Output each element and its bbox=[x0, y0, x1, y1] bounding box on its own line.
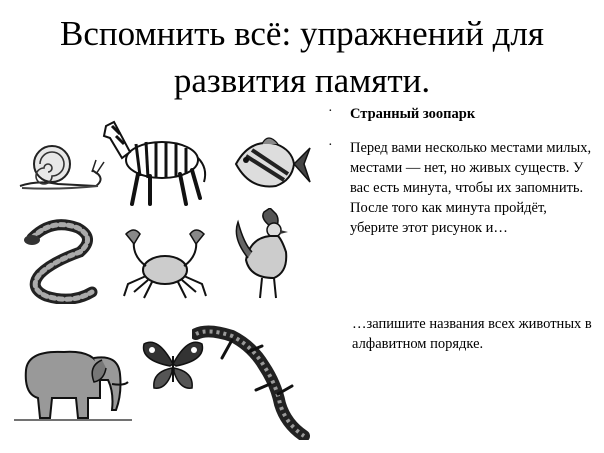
slide-title bbox=[0, 10, 604, 104]
bullet-marker: · bbox=[328, 104, 333, 119]
exercise-instructions: Перед вами несколько местами милых, местами — нет, но живых существ. У вас есть минута, чтобы их запомнить. После того как минута пройдёт, уберите этот рисунок и… bbox=[350, 140, 592, 236]
text-column bbox=[322, 104, 592, 252]
bullet-item bbox=[322, 138, 592, 238]
slide-title-line-2: развития памяти. bbox=[173, 61, 431, 100]
fish-icon bbox=[232, 130, 312, 200]
snake-icon bbox=[22, 218, 102, 304]
exercise-heading: Странный зоопарк bbox=[350, 106, 476, 122]
bullet-marker: · bbox=[328, 138, 333, 153]
slide-title-line-1: Вспомнить всё: упражнений для bbox=[60, 14, 544, 53]
rooster-icon bbox=[230, 208, 306, 302]
animal-illustrations bbox=[0, 100, 330, 450]
zebra-icon bbox=[100, 108, 212, 208]
crab-icon bbox=[120, 226, 210, 300]
elephant-icon bbox=[8, 340, 136, 422]
crocodile-icon bbox=[192, 324, 316, 440]
exercise-task: …запишите названия всех животных в алфавитном порядке. bbox=[352, 316, 592, 352]
bullet-item bbox=[322, 104, 592, 124]
snail-icon bbox=[18, 140, 108, 192]
